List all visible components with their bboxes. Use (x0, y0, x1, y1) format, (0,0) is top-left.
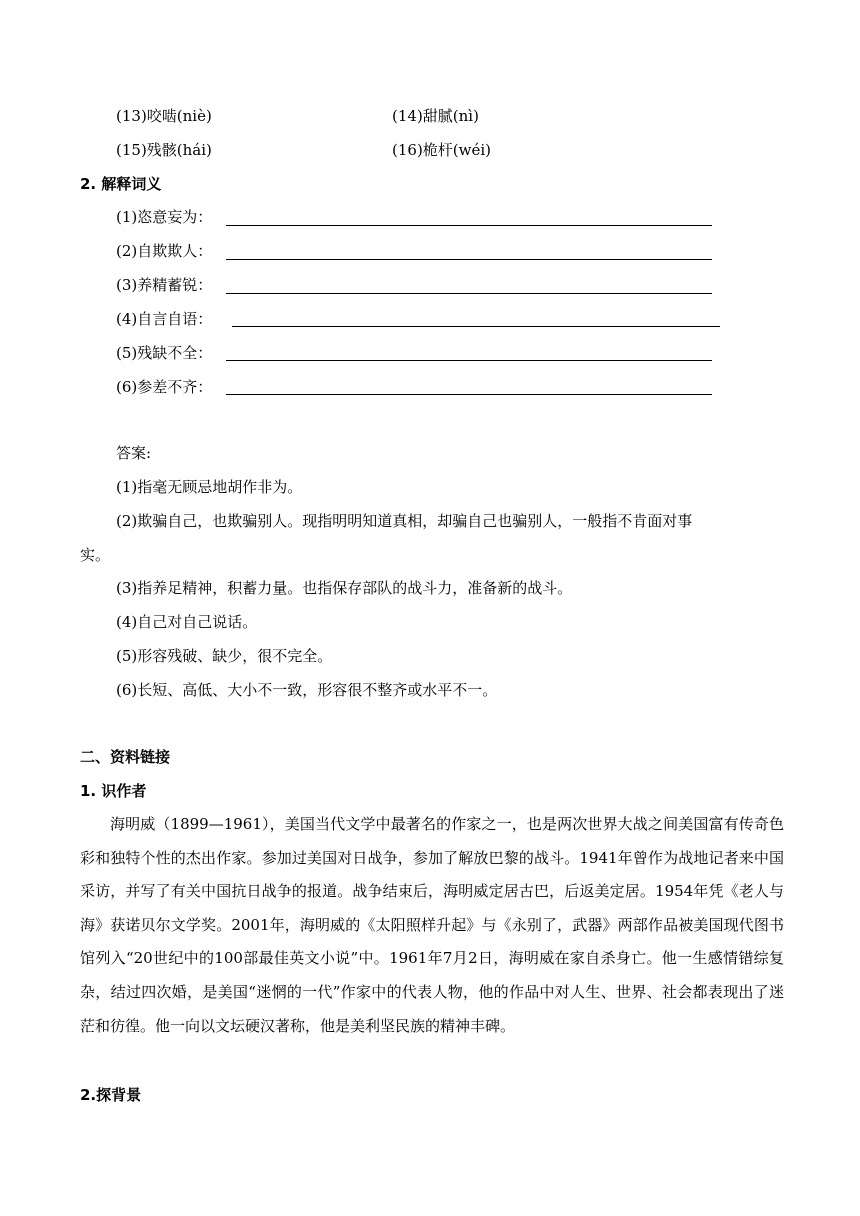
answer-item: (2)欺骗自己，也欺骗别人。现指明明知道真相，却骗自己也骗别人，一般指不肯面对事 (116, 512, 693, 530)
part-heading-material: 二、资料链接 (80, 748, 171, 766)
subheading-author: 1. 识作者 (80, 782, 147, 800)
answer-item: (1)指毫无顾忌地胡作非为。 (116, 478, 303, 496)
answer-item: (3)指养足精神，积蓄力量。也指保存部队的战斗力，准备新的战斗。 (116, 579, 573, 597)
pinyin-item-13: (13)咬啮(niè) (116, 107, 212, 125)
answer-blank-line (226, 225, 712, 226)
answer-blank-line (226, 259, 712, 260)
term-label: (5)残缺不全： (116, 344, 213, 362)
section-heading-explain: 2. 解释词义 (80, 175, 162, 193)
answer-item-continuation: 实。 (80, 546, 111, 564)
answer-item: (4)自己对自己说话。 (116, 613, 258, 631)
answer-blank-line (232, 326, 720, 327)
answer-item: (5)形容残破、缺少，很不完全。 (116, 647, 333, 665)
author-paragraph: 海明威（1899—1961），美国当代文学中最著名的作家之一，也是两次世界大战之间美国富有传奇色彩和独特个性的杰出作家。参加过美国对日战争，参加了解放巴黎的战斗。1941年曾作为战地记者来中国采访，并写了有关中国抗日战争的报道。战争结束后，海明威定居古巴，后返美定居。1954年凭《老人与海》获诺贝尔文学奖。2001年，海明威的《太阳照样升起》与《永别了，武器》两部作品被美国现代图书馆列入“20世纪中的100部最佳英文小说”中。1961年7月2日，海明威在家自杀身亡。他一生感情错综复杂，结过四次婚，是美国“迷惘的一代”作家中的代表人物，他的作品中对人生、世界、社会都表现出了迷茫和彷徨。他一向以文坛硬汉著称，他是美利坚民族的精神丰碑。 (80, 815, 784, 1035)
term-label: (1)恣意妄为： (116, 208, 213, 226)
term-label: (2)自欺欺人： (116, 242, 213, 260)
pinyin-item-14: (14)甜腻(nì) (392, 107, 479, 125)
answer-blank-line (226, 293, 712, 294)
answer-blank-line (226, 360, 712, 361)
answer-label: 答案: (116, 444, 152, 462)
subheading-background: 2.探背景 (80, 1086, 142, 1104)
answer-blank-line (226, 394, 712, 395)
pinyin-item-15: (15)残骸(hái) (116, 141, 212, 159)
answer-item: (6)长短、高低、大小不一致，形容很不整齐或水平不一。 (116, 681, 498, 699)
term-label: (4)自言自语： (116, 310, 213, 328)
term-label: (3)养精蓄锐： (116, 276, 213, 294)
pinyin-item-16: (16)桅杆(wéi) (392, 141, 492, 159)
term-label: (6)参差不齐： (116, 378, 213, 396)
